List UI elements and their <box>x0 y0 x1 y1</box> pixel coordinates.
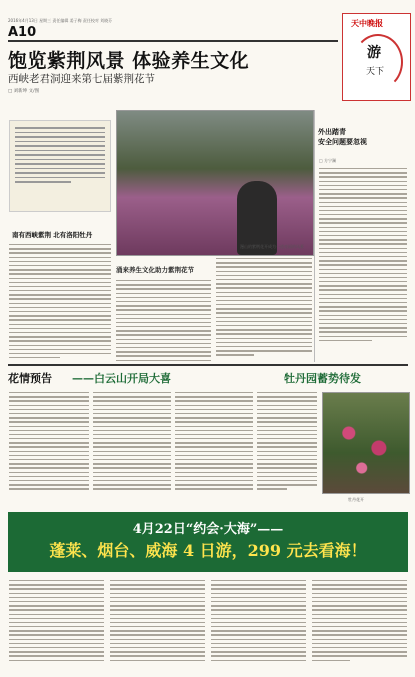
right-title-line2: 安全问题要忽视 <box>318 137 367 146</box>
article-column-2 <box>216 258 312 359</box>
logo-sub: 天下 <box>366 67 385 77</box>
banner1-right: 牡丹园蓄势待发 <box>284 372 361 385</box>
ad-column-3 <box>211 580 306 664</box>
ad-column-4 <box>312 580 407 664</box>
section-logo <box>342 13 411 101</box>
travel-ad-banner <box>8 512 408 572</box>
header-meta: 2016年4月13日 星期三 责任编辑 姜子梅 责任校对 刘晓芬 <box>8 18 113 23</box>
header-rule <box>8 40 338 42</box>
article-byline: □ 刘新坤 文/图 <box>8 89 40 94</box>
banner1-left: 花情预告 <box>8 372 52 385</box>
right-article-title <box>318 127 367 147</box>
right-title-line1: 外出踏青 <box>318 127 346 136</box>
section-title: 涌来养生文化助力紫荆花节 <box>116 266 194 274</box>
forecast-column-1 <box>9 392 89 493</box>
forecast-column-3 <box>175 392 253 493</box>
poem-box <box>9 120 111 212</box>
article-column-1 <box>116 280 211 364</box>
main-photo <box>116 110 314 256</box>
peony-photo <box>322 392 410 494</box>
right-article-text <box>319 168 407 344</box>
ad-line2: 蓬莱、烟台、威海 4 日游，299 元去看海！ <box>49 541 367 560</box>
column-divider <box>314 110 315 362</box>
logo-section: 游 <box>367 45 381 61</box>
page-subhead: 西峡老君洞迎来第七届紫荆花节 <box>8 73 155 85</box>
forecast-column-2 <box>93 392 171 493</box>
section-divider-1 <box>8 364 408 366</box>
ad-column-1 <box>9 580 104 664</box>
ad-line1: 4月22日“约会·大海”—— <box>132 522 284 537</box>
peony-photo-caption: 牡丹花开 <box>348 497 364 502</box>
banner1-mid: ——白云山开局大喜 <box>72 372 171 385</box>
flower-forecast-banner <box>8 370 408 384</box>
logo-brand: 天中晚报 <box>351 18 383 28</box>
side-column-text <box>9 244 111 361</box>
page-number: A10 <box>8 25 37 40</box>
main-photo-caption: 漫山的紫荆花开成为一道亮丽的风景 <box>240 244 304 249</box>
ad-column-2 <box>110 580 205 664</box>
right-byline: □ 方宁澜 <box>319 158 337 163</box>
side-column-title: 南有西峡紫荆 北有洛阳牡丹 <box>12 231 93 239</box>
forecast-column-4 <box>257 392 317 493</box>
page-headline: 饱览紫荆风景 体验养生文化 <box>8 50 250 72</box>
